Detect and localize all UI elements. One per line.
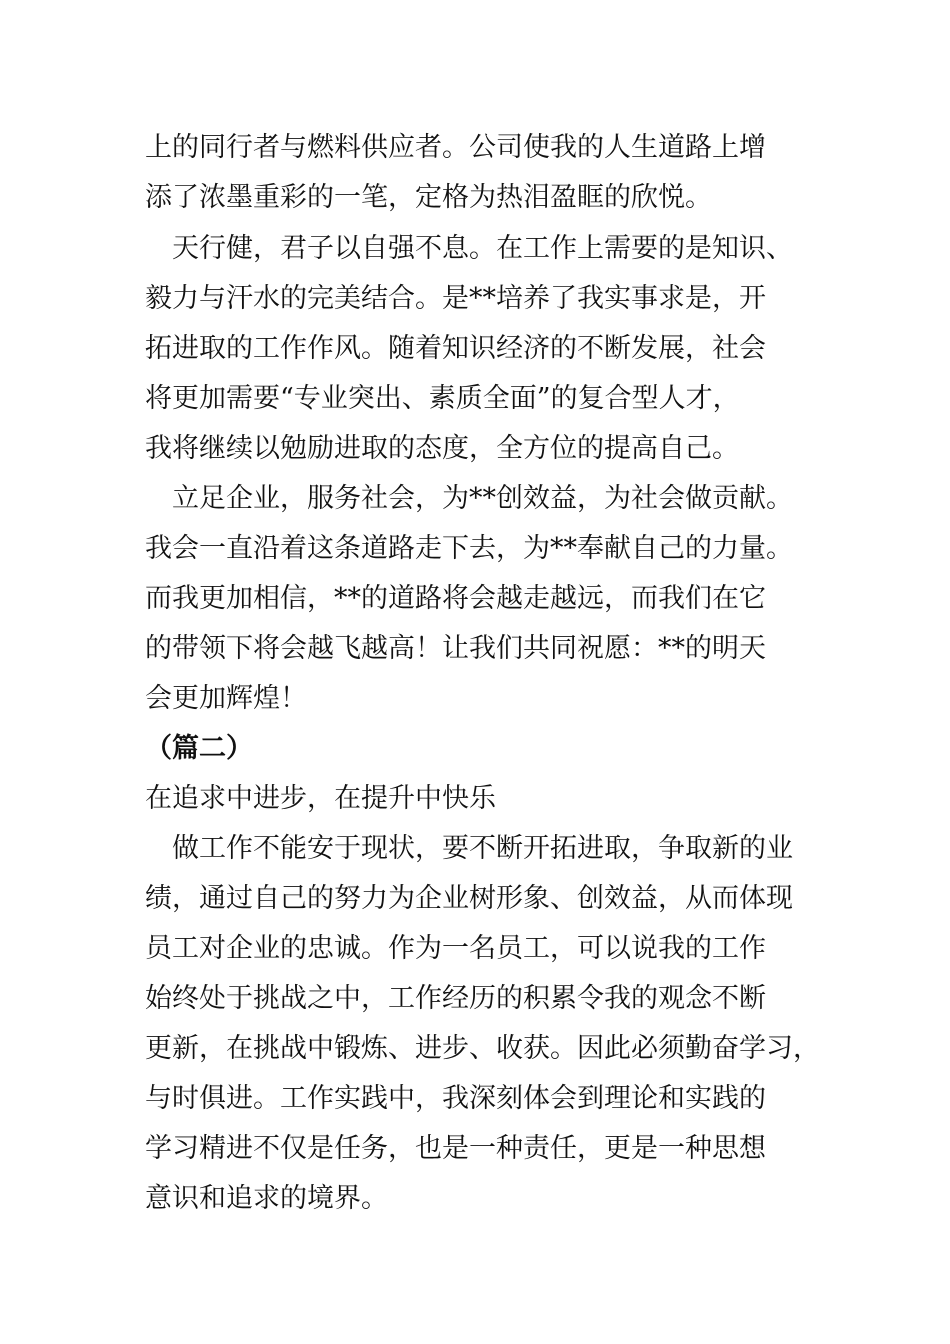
paragraph-line-12: 会更加辉煌！: [145, 683, 307, 714]
paragraph-line-16: 绩，通过自己的努力为企业树形象、创效益，从而体现: [145, 883, 793, 914]
section-title: 在追求中进步，在提升中快乐: [145, 783, 496, 814]
paragraph-line-15: 做工作不能安于现状，要不断开拓进取，争取新的业: [145, 833, 793, 864]
paragraph-line-8: 立足企业，服务社会，为**创效益，为社会做贡献。: [145, 483, 793, 514]
paragraph-line-3: 天行健，君子以自强不息。在工作上需要的是知识、: [145, 233, 793, 264]
paragraph-line-9: 我会一直沿着这条道路走下去，为**奉献自己的力量。: [145, 533, 793, 564]
paragraph-line-21: 学习精进不仅是任务，也是一种责任，更是一种思想: [145, 1133, 766, 1164]
section-heading: （篇二）: [145, 733, 253, 764]
paragraph-line-18: 始终处于挑战之中，工作经历的积累令我的观念不断: [145, 983, 766, 1014]
paragraph-line-1: 上的同行者与燃料供应者。公司使我的人生道路上增: [145, 132, 766, 163]
paragraph-line-20: 与时俱进。工作实践中，我深刻体会到理论和实践的: [145, 1083, 766, 1114]
paragraph-line-17: 员工对企业的忠诚。作为一名员工，可以说我的工作: [145, 933, 766, 964]
paragraph-line-19: 更新，在挑战中锻炼、进步、收获。因此必须勤奋学习，: [145, 1033, 820, 1064]
paragraph-line-5: 拓进取的工作作风。随着知识经济的不断发展，社会: [145, 333, 766, 364]
paragraph-line-7: 我将继续以勉励进取的态度，全方位的提高自己。: [145, 433, 739, 464]
paragraph-line-2: 添了浓墨重彩的一笔，定格为热泪盈眶的欣悦。: [145, 182, 712, 213]
paragraph-line-6: 将更加需要“专业突出、素质全面”的复合型人才，: [145, 383, 740, 414]
paragraph-line-4: 毅力与汗水的完美结合。是**培养了我实事求是，开: [145, 283, 766, 314]
paragraph-line-10: 而我更加相信，**的道路将会越走越远，而我们在它: [145, 583, 766, 614]
paragraph-line-22: 意识和追求的境界。: [145, 1183, 388, 1214]
paragraph-line-11: 的带领下将会越飞越高！让我们共同祝愿：**的明天: [145, 633, 766, 664]
